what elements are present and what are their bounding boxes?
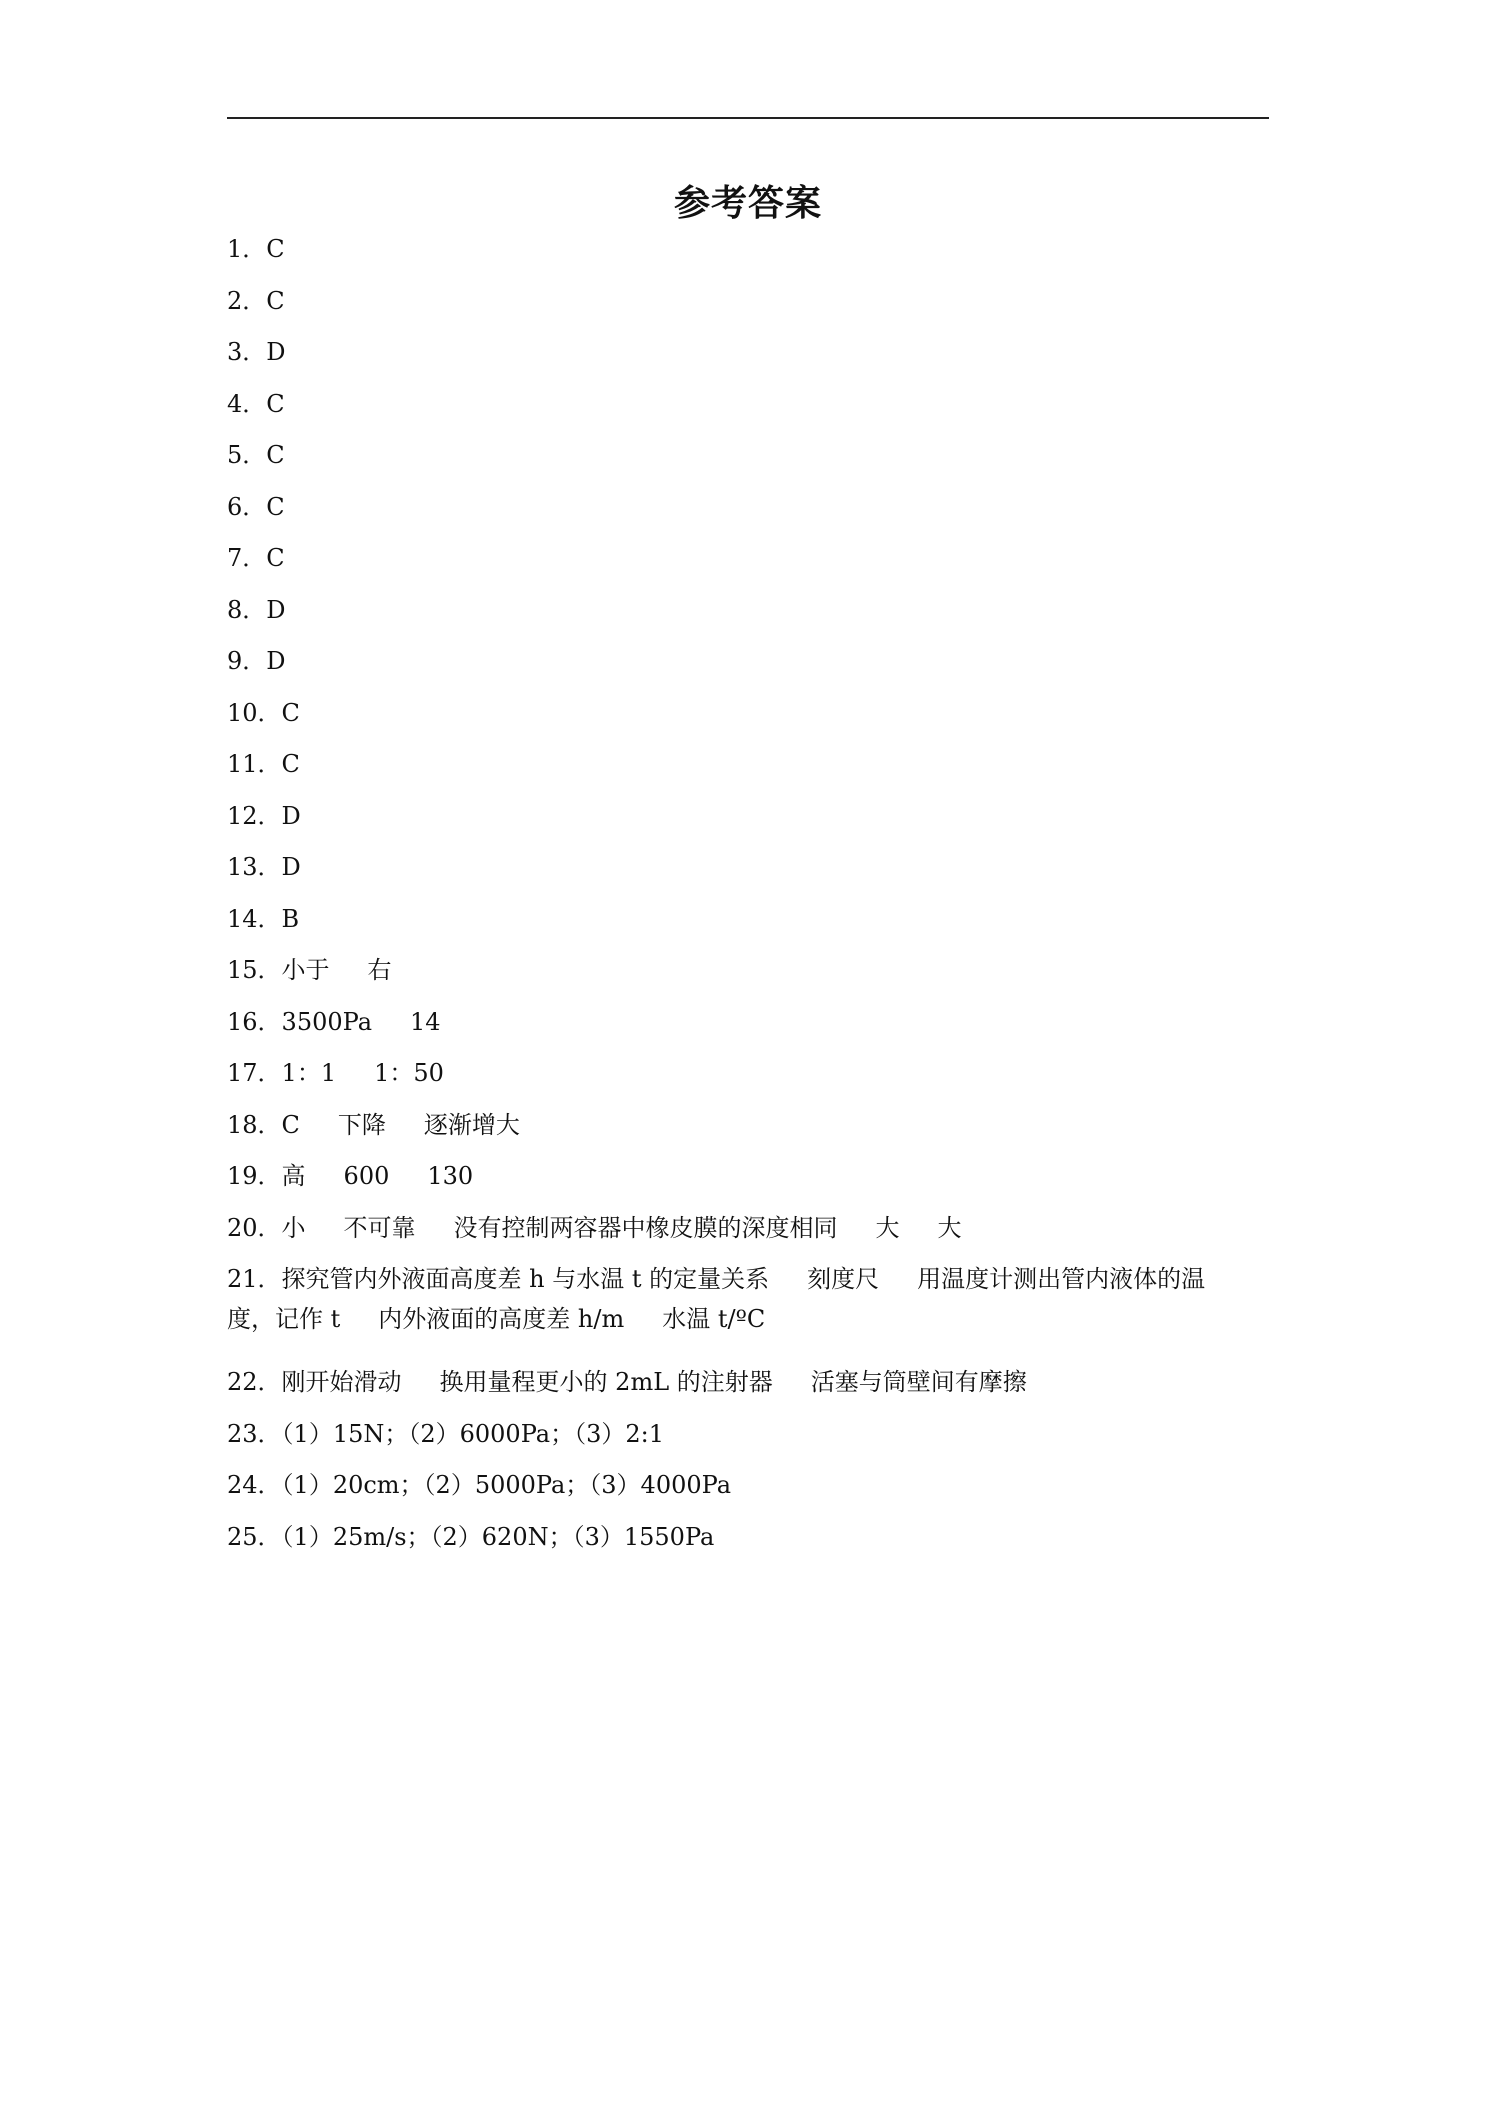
answer-part: 刻度尺 [807,1265,880,1293]
answer-row-14 [227,899,1277,951]
answer-number: 5． [227,441,267,469]
answer-number: 6． [227,492,267,521]
answer-part: 1：1 [281,1059,337,1087]
answer-row-6 [227,487,1277,539]
answer-part: D [281,853,301,881]
answer-row-1 [227,229,1277,281]
answer-row-18 [227,1105,1277,1157]
answer-row-8 [227,590,1277,642]
answer-number: 14． [227,904,282,933]
answer-part: 14 [410,1007,441,1036]
answer-row-20 [227,1208,1277,1260]
answer-part: 130 [427,1162,474,1190]
answer-row-25 [227,1517,1277,1569]
answer-part: C [266,441,285,469]
answer-part: C [266,544,285,572]
answer-row-10 [227,693,1277,745]
answer-part: B [281,904,300,933]
answer-row-22 [227,1362,1277,1414]
answer-number: 17． [227,1059,282,1087]
answer-part: 下降 [337,1110,386,1139]
answer-part: 小 [281,1213,306,1242]
answer-number: 13． [227,853,282,881]
answer-line-1 [227,1259,1277,1299]
answer-part: （1）25m/s；（2）620N；（3）1550Pa [281,1522,715,1551]
answer-part: D [281,801,301,830]
answer-part: C [281,698,300,727]
answer-row-23 [227,1414,1277,1466]
answer-number: 12． [227,801,282,830]
answer-number: 4． [227,389,267,418]
answer-row-9 [227,641,1277,693]
answer-part: 内外液面的高度差 h/m [378,1305,625,1333]
answer-number: 23． [227,1419,282,1448]
answer-row-11 [227,744,1277,796]
answer-part: 大 [875,1213,900,1242]
answer-part: 度，记作 t [227,1305,341,1333]
answer-row-12 [227,796,1277,848]
page-title: 参考答案 [673,183,822,224]
answer-part: D [266,647,286,675]
answer-number: 1． [227,235,267,263]
answer-row-13 [227,847,1277,899]
answer-part: 600 [343,1162,390,1190]
answer-part: 探究管内外液面高度差 h 与水温 t 的定量关系 [281,1265,770,1293]
answer-part: 没有控制两容器中橡皮膜的深度相同 [453,1213,838,1242]
answer-part: 活塞与筒壁间有摩擦 [810,1368,1027,1396]
answer-number: 16． [227,1007,282,1036]
answer-row-5 [227,435,1277,487]
answer-number: 21． [227,1265,282,1293]
answer-row-19 [227,1156,1277,1208]
answer-row-15 [227,950,1277,1002]
answer-number: 20． [227,1213,282,1242]
answer-part: 3500Pa [281,1007,373,1036]
answer-part: D [266,338,286,366]
answer-number: 11． [227,750,282,778]
answer-number: 2． [227,286,267,315]
answer-number: 24． [227,1471,282,1499]
answer-number: 19． [227,1162,282,1190]
answer-part: 水温 t/ºC [662,1305,766,1333]
answer-part: 右 [367,956,392,984]
answer-line-2 [227,1299,1277,1339]
answer-part: 小于 [281,956,330,984]
answer-part: C [266,389,285,418]
answer-part: D [266,595,286,624]
answer-number: 8． [227,595,267,624]
answer-number: 3． [227,338,267,366]
answer-part: C [281,1110,300,1139]
answer-number: 18． [227,1110,282,1139]
answer-part: C [266,286,285,315]
answer-part: 不可靠 [343,1213,416,1242]
answer-number: 9． [227,647,267,675]
answer-row-7 [227,538,1277,590]
answer-part: 用温度计测出管内液体的温 [917,1265,1206,1293]
answer-part: （1）15N；（2）6000Pa；（3）2:1 [281,1419,664,1448]
header-rule [227,117,1269,119]
answer-part: （1）20cm；（2）5000Pa；（3）4000Pa [281,1471,732,1499]
answer-row-24 [227,1465,1277,1517]
answer-list [227,229,1277,1568]
answer-row-4 [227,384,1277,436]
answer-part: 刚开始滑动 [281,1368,402,1396]
answer-part: 大 [937,1213,962,1242]
answer-part: C [266,492,285,521]
answer-part: 换用量程更小的 2mL 的注射器 [439,1368,773,1396]
answer-row-2 [227,281,1277,333]
answer-part: 逐渐增大 [423,1110,520,1139]
answer-part: 高 [281,1162,306,1190]
answer-number: 10． [227,698,282,727]
answer-row-21 [227,1259,1277,1362]
answer-row-17 [227,1053,1277,1105]
answer-number: 25． [227,1522,282,1551]
answer-number: 15． [227,956,282,984]
answer-part: C [266,235,285,263]
answer-row-16 [227,1002,1277,1054]
answer-part: C [281,750,300,778]
answer-row-3 [227,332,1277,384]
answer-number: 7． [227,544,267,572]
answer-number: 22． [227,1368,282,1396]
answer-part: 1：50 [374,1059,444,1087]
